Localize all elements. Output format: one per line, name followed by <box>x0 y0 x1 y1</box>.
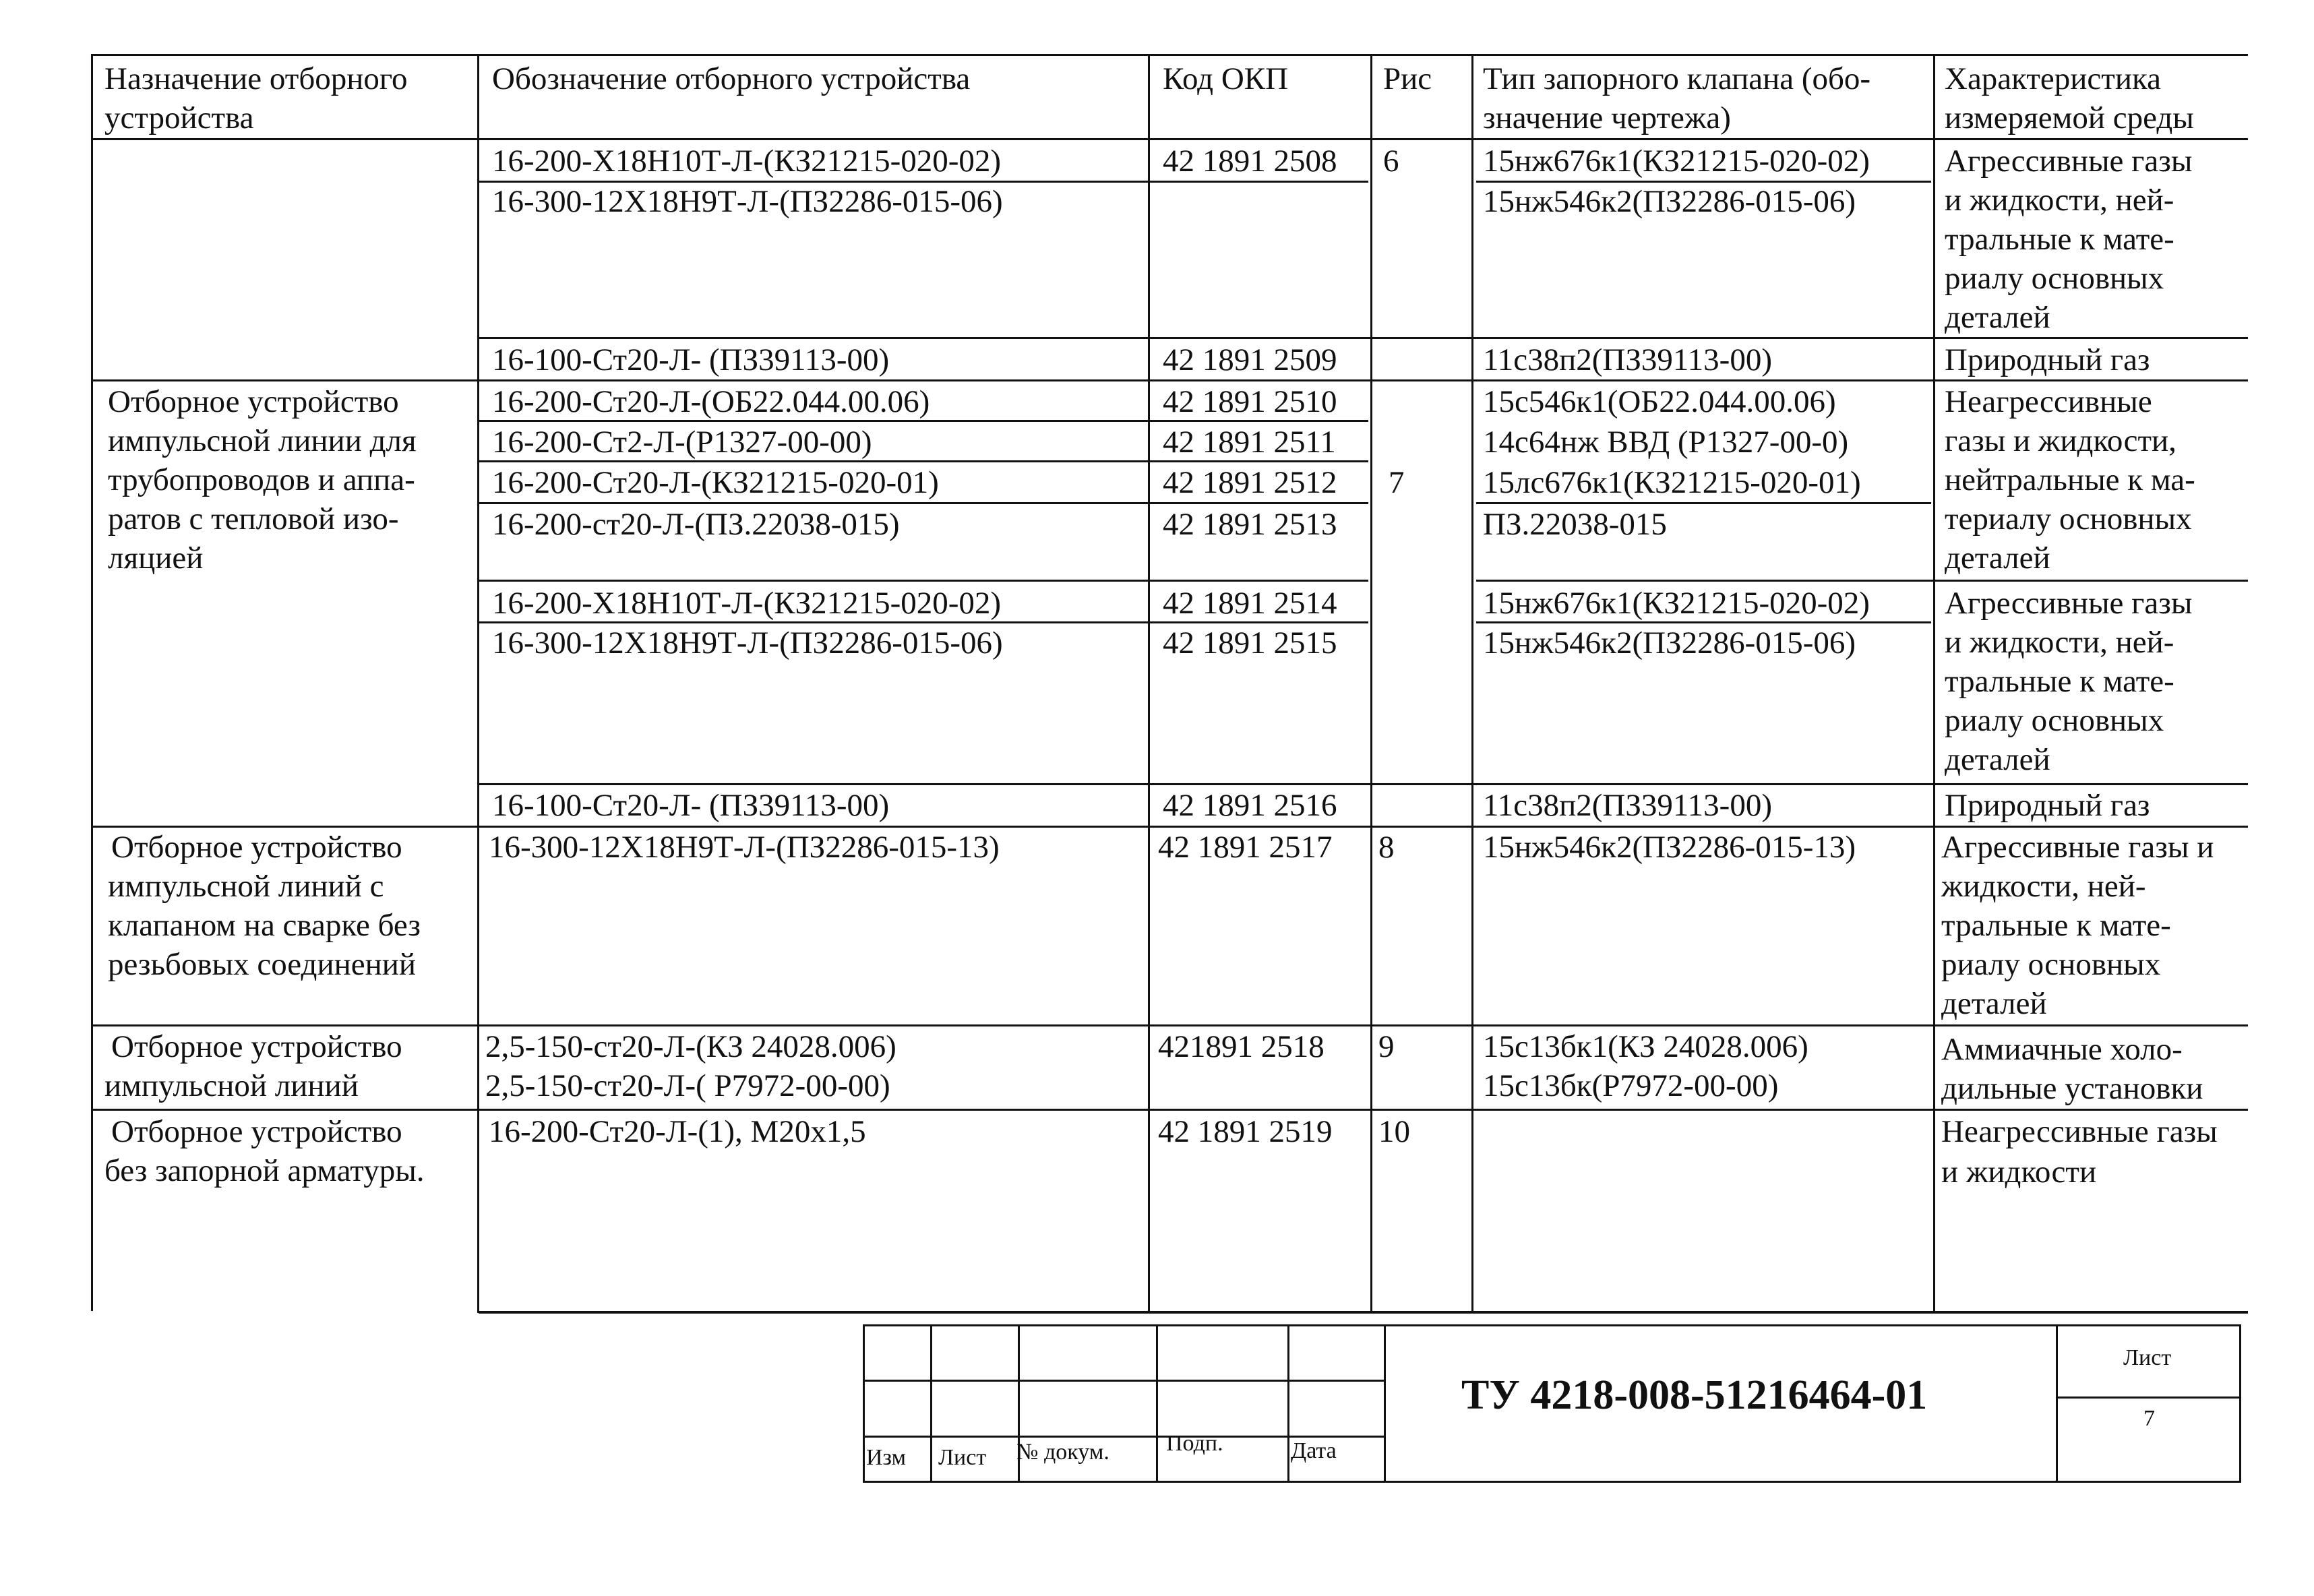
header-medium-line2: измеряемой среды <box>1945 100 2194 135</box>
valve-cell-line: 15с13бк(Р7972-00-00) <box>1483 1068 1779 1103</box>
table-top-border <box>91 54 2248 56</box>
medium-cell-line: тральные к мате- <box>1941 908 2171 943</box>
header-valve-line1: Тип запорного клапана (обо- <box>1483 61 1871 96</box>
valve-cell: 11с38п2(ПЗ39113-00) <box>1483 788 1772 823</box>
fig-cell: 8 <box>1378 830 1395 865</box>
fig-cell: 7 <box>1389 465 1405 500</box>
okp-cell: 421891 2518 <box>1158 1029 1325 1064</box>
purpose-cell-line: без запорной арматуры. <box>104 1153 425 1188</box>
medium-cell-line: деталей <box>1945 300 2050 335</box>
designation-cell-line: 2,5-150-ст20-Л-( Р7972-00-00) <box>485 1068 890 1103</box>
header-fig: Рис <box>1383 61 1432 96</box>
purpose-cell-line: резьбовых соединений <box>108 947 417 982</box>
valve-cell: 15лс676к1(КЗ21215-020-01) <box>1483 465 1861 500</box>
stamp-border <box>863 1481 2241 1483</box>
fig-cell: 10 <box>1378 1114 1410 1149</box>
valve-cell: 15с546к1(ОБ22.044.00.06) <box>1483 384 1836 419</box>
row-divider <box>91 1024 2248 1026</box>
stamp-label-sign: Подп. <box>1166 1431 1223 1456</box>
designation-cell: 16-200-ст20-Л-(ПЗ.22038-015) <box>492 507 900 542</box>
header-purpose-line2: устройства <box>104 100 254 135</box>
valve-cell: ПЗ.22038-015 <box>1483 507 1667 542</box>
table-bottom-border <box>479 1311 2248 1314</box>
header-medium-line1: Характеристика <box>1945 61 2161 96</box>
medium-cell-line: деталей <box>1945 742 2050 777</box>
row-divider <box>479 783 2248 785</box>
okp-cell: 42 1891 2512 <box>1163 465 1337 500</box>
medium-cell-line: и жидкости <box>1941 1155 2097 1190</box>
okp-cell: 42 1891 2513 <box>1163 507 1337 542</box>
designation-cell: 16-200-Х18Н10Т-Л-(КЗ21215-020-02) <box>492 144 1002 179</box>
medium-cell-line: и жидкости, ней- <box>1945 625 2174 660</box>
valve-cell: 15нж546к2(ПЗ2286-015-06) <box>1483 184 1856 219</box>
designation-cell: 16-200-Х18Н10Т-Л-(КЗ21215-020-02) <box>492 586 1002 621</box>
stamp-line <box>2056 1396 2241 1399</box>
header-designation: Обозначение отборного устройства <box>492 61 971 96</box>
medium-cell-line: Аммиачные холо- <box>1941 1032 2183 1067</box>
designation-cell: 16-200-Ст20-Л-(КЗ21215-020-01) <box>492 465 939 500</box>
row-divider <box>479 580 1368 582</box>
medium-cell-line: риалу основных <box>1941 947 2161 982</box>
stamp-label-doc-no: № докум. <box>1016 1440 1109 1465</box>
purpose-cell-line: импульсной линии для <box>108 423 417 458</box>
medium-cell-line: Агрессивные газы <box>1945 586 2193 621</box>
valve-cell: 14с64нж ВВД (Р1327-00-0) <box>1483 425 1849 460</box>
designation-cell: 16-100-Ст20-Л- (ПЗ39113-00) <box>492 342 890 377</box>
medium-cell-line: риалу основных <box>1945 261 2164 296</box>
purpose-cell-line: Отборное устройство <box>111 1114 402 1149</box>
stamp-label-izm: Изм <box>866 1445 907 1470</box>
medium-cell: Природный газ <box>1945 342 2150 377</box>
column-line <box>1471 54 1473 1313</box>
sheet-label: Лист <box>2123 1345 2172 1370</box>
medium-cell-line: Неагрессивные <box>1945 384 2152 419</box>
designation-cell: 16-100-Ст20-Л- (ПЗ39113-00) <box>492 788 890 823</box>
stamp-line <box>1287 1324 1289 1483</box>
stamp-line <box>863 1380 1385 1382</box>
document-code: ТУ 4218-008-51216464-01 <box>1461 1372 1928 1418</box>
column-line <box>1933 54 1935 1313</box>
stamp-border <box>863 1324 865 1483</box>
purpose-cell-line: импульсной линий <box>104 1068 359 1103</box>
medium-cell-line: дильные установки <box>1941 1071 2203 1106</box>
medium-cell-line: Неагрессивные газы <box>1941 1114 2218 1149</box>
stamp-border <box>863 1324 2241 1326</box>
medium-cell-line: деталей <box>1945 541 2050 576</box>
medium-cell-line: тральные к мате- <box>1945 222 2174 257</box>
stamp-line <box>2056 1324 2058 1483</box>
fig-cell: 9 <box>1378 1029 1395 1064</box>
okp-cell: 42 1891 2514 <box>1163 586 1337 621</box>
valve-cell: 15нж546к2(ПЗ2286-015-06) <box>1483 625 1856 661</box>
valve-cell: 15нж546к2(ПЗ2286-015-13) <box>1483 830 1856 865</box>
header-valve-line2: значение чертежа) <box>1483 100 1731 135</box>
fig-cell: 6 <box>1383 144 1399 179</box>
medium-cell-line: Агрессивные газы <box>1945 144 2193 179</box>
purpose-cell-line: ляцией <box>108 541 204 576</box>
row-divider <box>479 337 2248 339</box>
column-line <box>91 54 93 1311</box>
medium-cell-line: нейтральные к ма- <box>1945 462 2195 497</box>
stamp-label-list: Лист <box>938 1445 987 1470</box>
medium-cell-line: териалу основных <box>1945 501 2192 536</box>
header-okp: Код ОКП <box>1163 61 1289 96</box>
column-line <box>1370 54 1372 1313</box>
purpose-cell-line: Отборное устройство <box>111 830 402 865</box>
valve-cell: 11с38п2(ПЗ39113-00) <box>1483 342 1772 377</box>
medium-cell-line: и жидкости, ней- <box>1945 183 2174 218</box>
purpose-cell-line: ратов с тепловой изо- <box>108 501 399 536</box>
okp-cell: 42 1891 2519 <box>1158 1114 1333 1149</box>
header-purpose-line1: Назначение отборного <box>104 61 408 96</box>
purpose-cell-line: Отборное устройство <box>111 1029 402 1064</box>
okp-cell: 42 1891 2516 <box>1163 788 1337 823</box>
okp-cell: 42 1891 2517 <box>1158 830 1333 865</box>
okp-cell: 42 1891 2510 <box>1163 384 1337 419</box>
row-divider <box>1476 580 2248 582</box>
purpose-cell-line: трубопроводов и аппа- <box>108 462 415 497</box>
column-line <box>477 54 479 1313</box>
medium-cell-line: деталей <box>1941 986 2047 1021</box>
designation-cell: 16-300-12Х18Н9Т-Л-(ПЗ2286-015-06) <box>492 184 1003 219</box>
designation-cell: 16-300-12Х18Н9Т-Л-(ПЗ2286-015-06) <box>492 625 1003 661</box>
valve-cell: 15нж676к1(КЗ21215-020-02) <box>1483 586 1870 621</box>
row-divider <box>1476 502 1931 504</box>
designation-cell: 16-200-Ст20-Л-(ОБ22.044.00.06) <box>492 384 930 419</box>
purpose-cell-line: клапаном на сварке без <box>108 908 421 943</box>
medium-cell-line: газы и жидкости, <box>1945 423 2176 458</box>
stamp-line <box>1156 1324 1158 1483</box>
designation-cell-line: 2,5-150-ст20-Л-(КЗ 24028.006) <box>485 1029 896 1064</box>
okp-cell: 42 1891 2515 <box>1163 625 1337 661</box>
designation-cell: 16-300-12Х18Н9Т-Л-(ПЗ2286-015-13) <box>489 830 1000 865</box>
row-divider <box>91 1109 2248 1111</box>
designation-cell: 16-200-Ст2-Л-(Р1327-00-00) <box>492 425 872 460</box>
valve-cell-line: 15с13бк1(КЗ 24028.006) <box>1483 1029 1808 1064</box>
medium-cell-line: тральные к мате- <box>1945 664 2174 699</box>
okp-cell: 42 1891 2509 <box>1163 342 1337 377</box>
medium-cell-line: риалу основных <box>1945 703 2164 738</box>
okp-cell: 42 1891 2508 <box>1163 144 1337 179</box>
purpose-cell-line: импульсной линий с <box>108 869 384 904</box>
valve-cell: 15нж676к1(КЗ21215-020-02) <box>1483 144 1870 179</box>
purpose-cell-line: Отборное устройство <box>108 384 399 419</box>
medium-cell-line: Агрессивные газы и <box>1941 830 2214 865</box>
row-divider <box>91 379 2248 381</box>
sheet-number: 7 <box>2143 1406 2155 1431</box>
medium-cell: Природный газ <box>1945 788 2150 823</box>
header-bottom-border <box>91 138 2248 140</box>
stamp-border <box>2239 1324 2241 1483</box>
column-line <box>1148 54 1150 1313</box>
stamp-line <box>930 1324 932 1483</box>
medium-cell-line: жидкости, ней- <box>1941 869 2146 904</box>
row-divider <box>479 502 1368 504</box>
okp-cell: 42 1891 2511 <box>1163 425 1336 460</box>
designation-cell: 16-200-Ст20-Л-(1), М20х1,5 <box>489 1114 866 1149</box>
stamp-line <box>1384 1324 1386 1483</box>
stamp-label-date: Дата <box>1291 1438 1337 1463</box>
